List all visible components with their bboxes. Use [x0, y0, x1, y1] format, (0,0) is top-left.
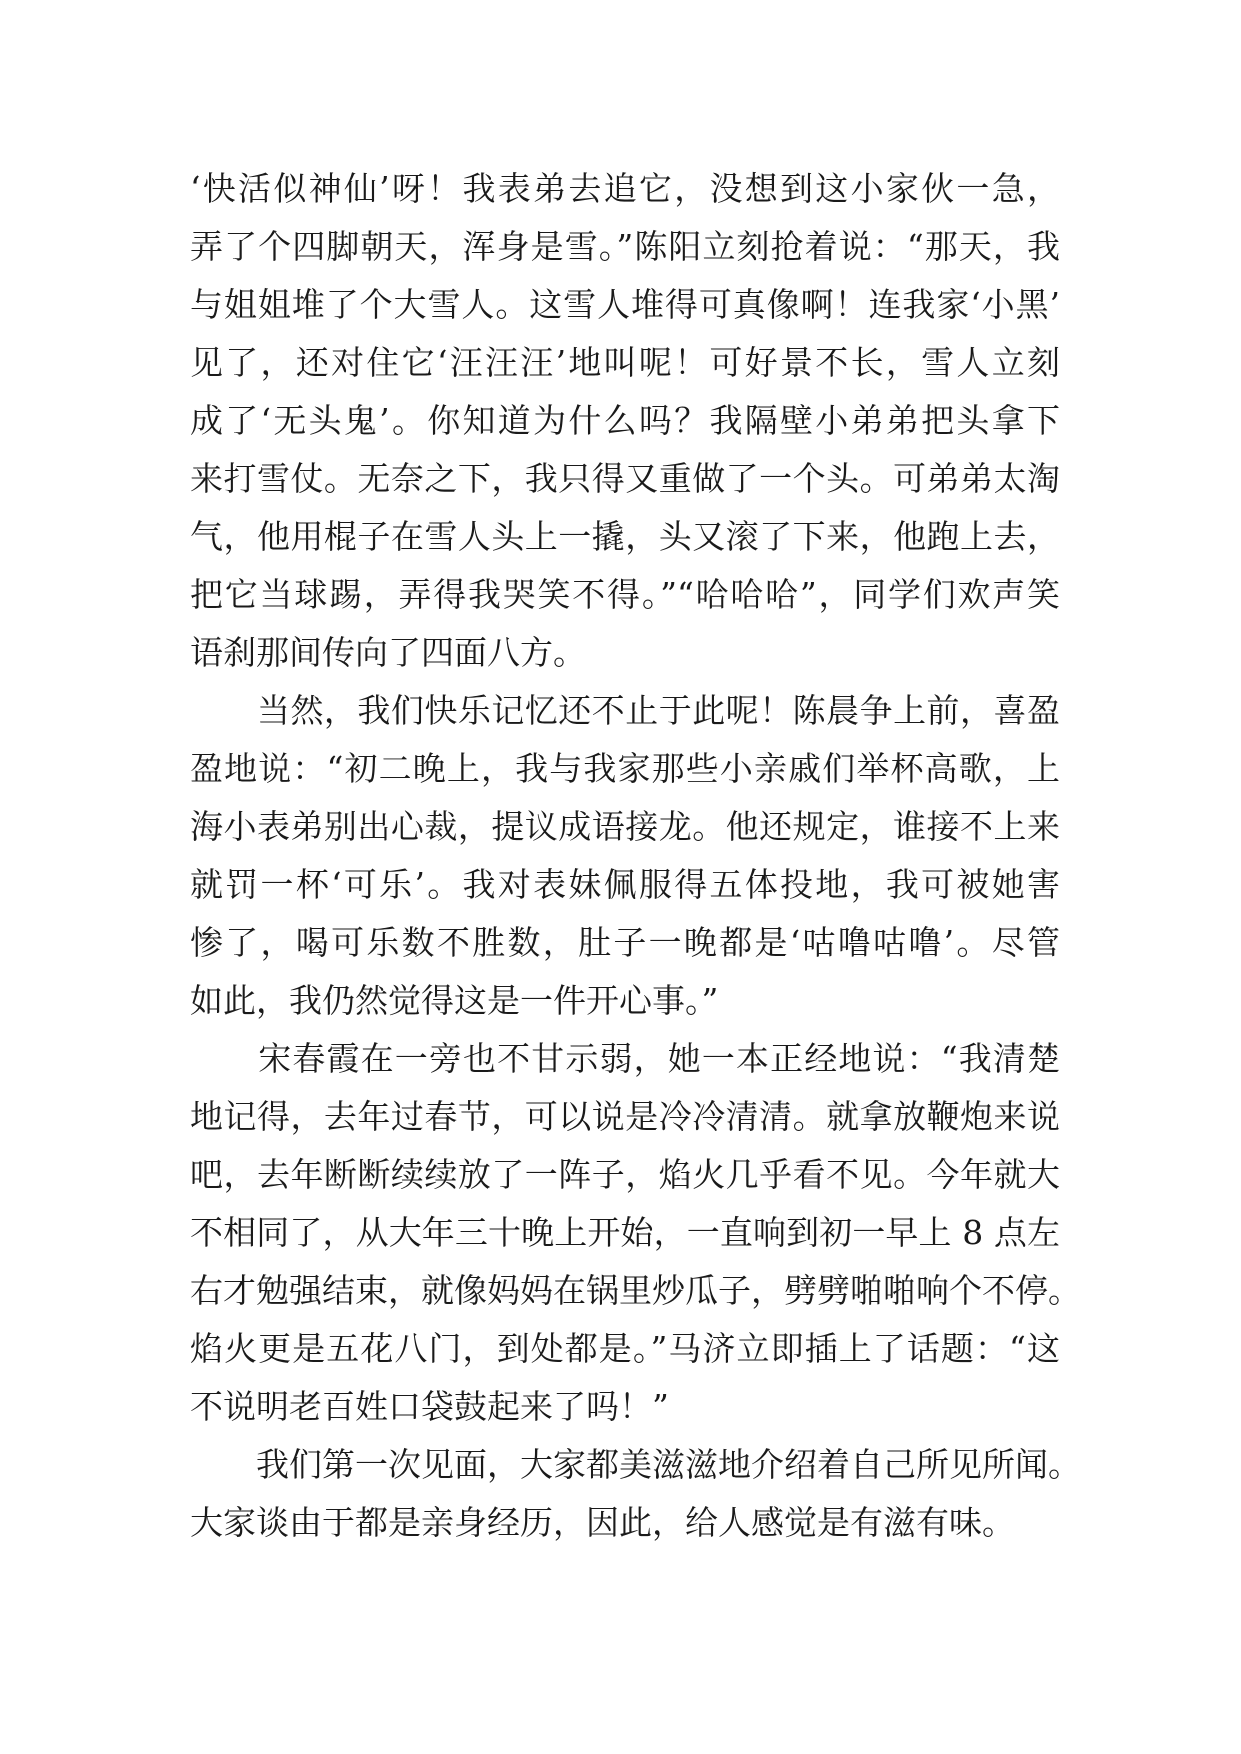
text-line: 不相同了，从大年三十晚上开始，一直响到初一早上 8 点左: [190, 1213, 1060, 1252]
text-line: 吧，去年断断续续放了一阵子，焰火几乎看不见。今年就大: [190, 1155, 1060, 1194]
text-line: 把它当球踢，弄得我哭笑不得。”“哈哈哈”，同学们欢声笑: [190, 575, 1060, 614]
text-line: 大家谈由于都是亲身经历，因此，给人感觉是有滋有味。: [190, 1503, 1015, 1542]
text-line: 盈地说：“初二晚上，我与我家那些小亲戚们举杯高歌，上: [190, 749, 1060, 788]
text-line: 我们第一次见面，大家都美滋滋地介绍着自己所见所闻。: [190, 1445, 1081, 1484]
text-line: ‘快活似神仙’呀！我表弟去追它，没想到这小家伙一急，: [190, 169, 1060, 208]
text-line: 地记得，去年过春节，可以说是冷冷清清。就拿放鞭炮来说: [190, 1097, 1060, 1136]
text-line: 当然，我们快乐记忆还不止于此呢！陈晨争上前，喜盈: [190, 691, 1060, 730]
text-line: 气，他用棍子在雪人头上一撬，头又滚了下来，他跑上去，: [190, 517, 1060, 556]
text-line: 宋春霞在一旁也不甘示弱，她一本正经地说：“我清楚: [190, 1039, 1060, 1078]
text-line: 成了‘无头鬼’。你知道为什么吗？我隔壁小弟弟把头拿下: [190, 401, 1060, 440]
text-line: 不说明老百姓口袋鼓起来了吗！”: [190, 1387, 669, 1426]
body-text: [190, 160, 1081, 1552]
text-line: 见了，还对住它‘汪汪汪’地叫呢！可好景不长，雪人立刻: [190, 343, 1060, 382]
text-line: 海小表弟别出心裁，提议成语接龙。他还规定，谁接不上来: [190, 807, 1060, 846]
text-line: 焰火更是五花八门，到处都是。”马济立即插上了话题：“这: [190, 1329, 1060, 1368]
text-line: 右才勉强结束，就像妈妈在锅里炒瓜子，劈劈啪啪响个不停。: [190, 1271, 1081, 1310]
text-line: 来打雪仗。无奈之下，我只得又重做了一个头。可弟弟太淘: [190, 459, 1060, 498]
text-line: 与姐姐堆了个大雪人。这雪人堆得可真像啊！连我家‘小黑’: [190, 285, 1060, 324]
text-line: 弄了个四脚朝天，浑身是雪。”陈阳立刻抢着说：“那天，我: [190, 227, 1060, 266]
text-line: 惨了，喝可乐数不胜数，肚子一晚都是‘咕噜咕噜’。尽管: [190, 923, 1060, 962]
text-line: 就罚一杯‘可乐’。我对表妹佩服得五体投地，我可被她害: [190, 865, 1060, 904]
text-line: 语刹那间传向了四面八方。: [190, 633, 586, 672]
text-line: 如此，我仍然觉得这是一件开心事。”: [190, 981, 719, 1020]
